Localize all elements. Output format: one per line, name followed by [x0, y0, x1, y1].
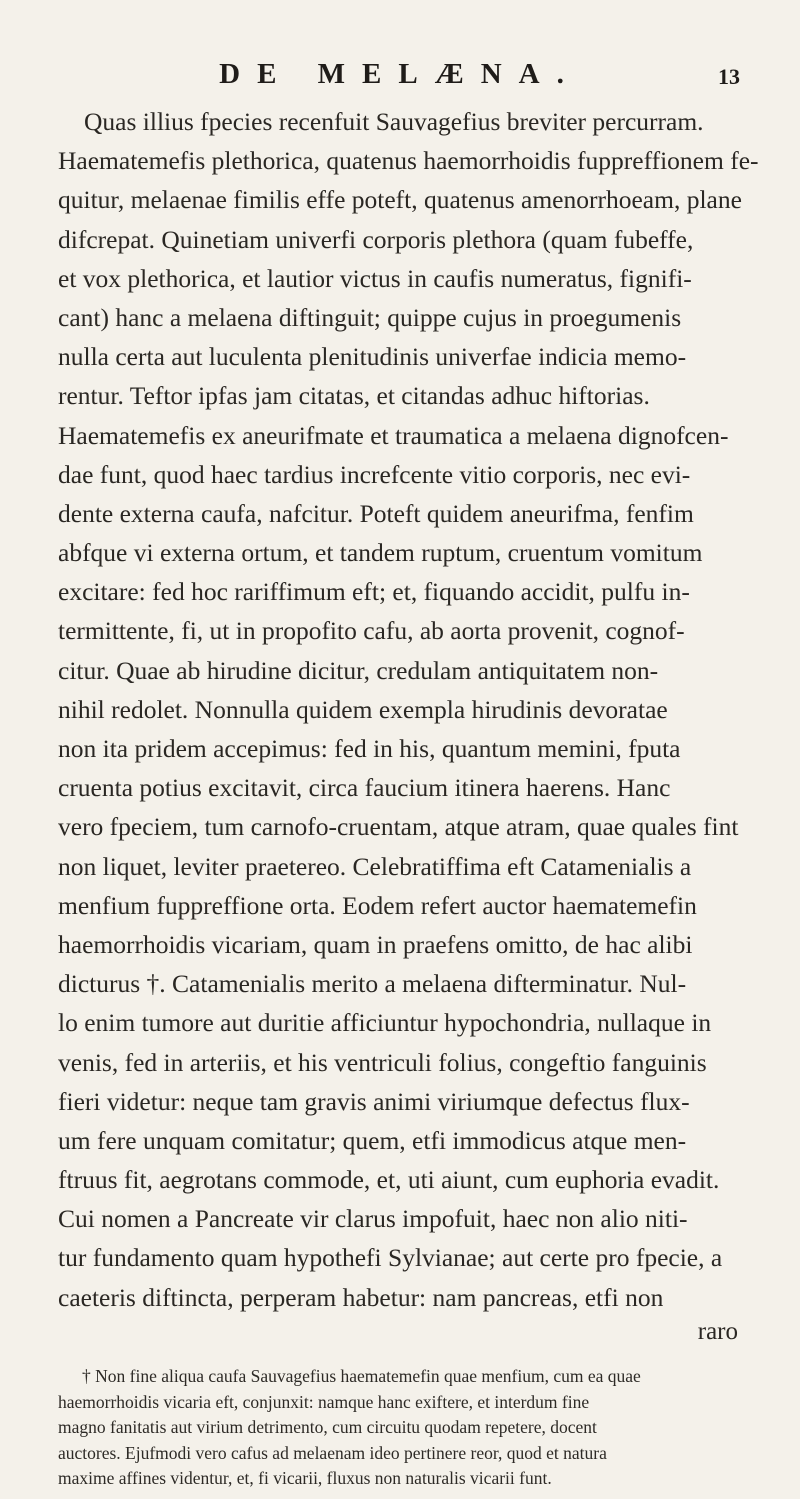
footnote-line: † Non fine aliqua caufa Sauvagefius haematemefin quae menfium, cum ea quae: [82, 1366, 641, 1386]
text-line: venis, fed in arteriis, et his ventriculi folius, congeftio fanguinis: [58, 1047, 707, 1077]
text-line: dente externa caufa, nafcitur. Poteft quidem aneurifma, fenfim: [58, 498, 694, 528]
footnote-line: auctores. Ejufmodi vero cafus ad melaenam ideo pertinere reor, quod et natura: [58, 1442, 607, 1463]
text-line: excitare: fed hoc rariffimum eft; et, fiquando accidit, pulfu in-: [58, 577, 690, 607]
footnote-line: magno fanitatis aut virium detrimento, cum circuitu quodam repetere, docent: [58, 1417, 597, 1437]
catchword: raro: [697, 1318, 738, 1345]
text-line: nulla certa aut luculenta plenitudinis univerfae indicia memo-: [58, 342, 687, 372]
text-line: cruenta potius excitavit, circa faucium itinera haerens. Hanc: [58, 773, 671, 803]
text-line: caeteris diftincta, perperam habetur: nam pancreas, etfi non: [58, 1282, 664, 1312]
text-line: lo enim tumore aut duritie afficiuntur hypochondria, nullaque in: [58, 1008, 712, 1038]
text-line: abfque vi externa ortum, et tandem ruptum, cruentum vomitum: [58, 538, 703, 568]
text-line: non liquet, leviter praetereo. Celebratiffima eft Catamenialis a: [58, 851, 692, 881]
text-line: nihil redolet. Nonnulla quidem exempla hirudinis devoratae: [58, 694, 668, 724]
footnote-line: haemorrhoidis vicaria eft, conjunxit: namque hanc exiftere, et interdum fine: [58, 1391, 590, 1412]
text-line: Haematemefis ex aneurifmate et traumatica a melaena dignofcen-: [58, 420, 729, 450]
text-line: termittente, fi, ut in propofito cafu, ab aorta provenit, cognof-: [58, 616, 685, 646]
footnote: [58, 1364, 780, 1492]
text-line: haemorrhoidis vicariam, quam in praefens omitto, de hac alibi: [58, 929, 693, 959]
text-line: menfium fuppreffione orta. Eodem refert auctor haematemefin: [58, 890, 697, 920]
text-line: um fere unquam comitatur; quem, etfi immodicus atque men-: [58, 1125, 687, 1155]
text-line: dae funt, quod haec tardius increfcente vitio corporis, nec evi-: [58, 459, 691, 489]
text-line: ftruus fit, aegrotans commode, et, uti aiunt, cum euphoria evadit.: [58, 1165, 720, 1195]
main-text: [58, 102, 780, 1317]
text-line: Quas illius fpecies recenfuit Sauvagefius breviter percurram.: [84, 107, 704, 136]
text-line: Haematemefis plethorica, quatenus haemorrhoidis fuppreffionem fe-: [58, 146, 759, 176]
text-line: vero fpeciem, tum carnofo-cruentam, atque atram, quae quales fint: [58, 812, 739, 842]
page-header: [0, 58, 800, 98]
text-line: rentur. Teftor ipfas jam citatas, et citandas adhuc hiftorias.: [58, 381, 650, 411]
text-line: cant) hanc a melaena diftinguit; quippe cujus in proegumenis: [58, 302, 682, 332]
text-line: non ita pridem accepimus: fed in his, quantum memini, fputa: [58, 734, 681, 763]
text-line: tur fundamento quam hypothefi Sylvianae; aut certe pro fpecie, a: [58, 1243, 723, 1273]
text-line: fieri videtur: neque tam gravis animi viriumque defectus flux-: [58, 1086, 690, 1116]
page-number: 13: [718, 64, 740, 89]
text-line: citur. Quae ab hirudine dicitur, credulam antiquitatem non-: [58, 655, 659, 685]
text-line: et vox plethorica, et lautior victus in caufis numeratus, fignifi-: [58, 263, 692, 293]
text-line: Cui nomen a Pancreate vir clarus impofuit, haec non alio niti-: [58, 1204, 688, 1234]
running-title: DE MELÆNA.: [219, 58, 581, 90]
text-line: quitur, melaenae fimilis effe poteft, quatenus amenorrhoeam, plane: [58, 185, 742, 215]
text-line: difcrepat. Quinetiam univerfi corporis plethora (quam fubeffe,: [58, 224, 694, 254]
footnote-line: maxime affines videntur, et, fi vicarii, fluxus non naturalis vicarii funt.: [58, 1468, 552, 1488]
text-line: dicturus †. Catamenialis merito a melaena difterminatur. Nul-: [58, 969, 687, 999]
